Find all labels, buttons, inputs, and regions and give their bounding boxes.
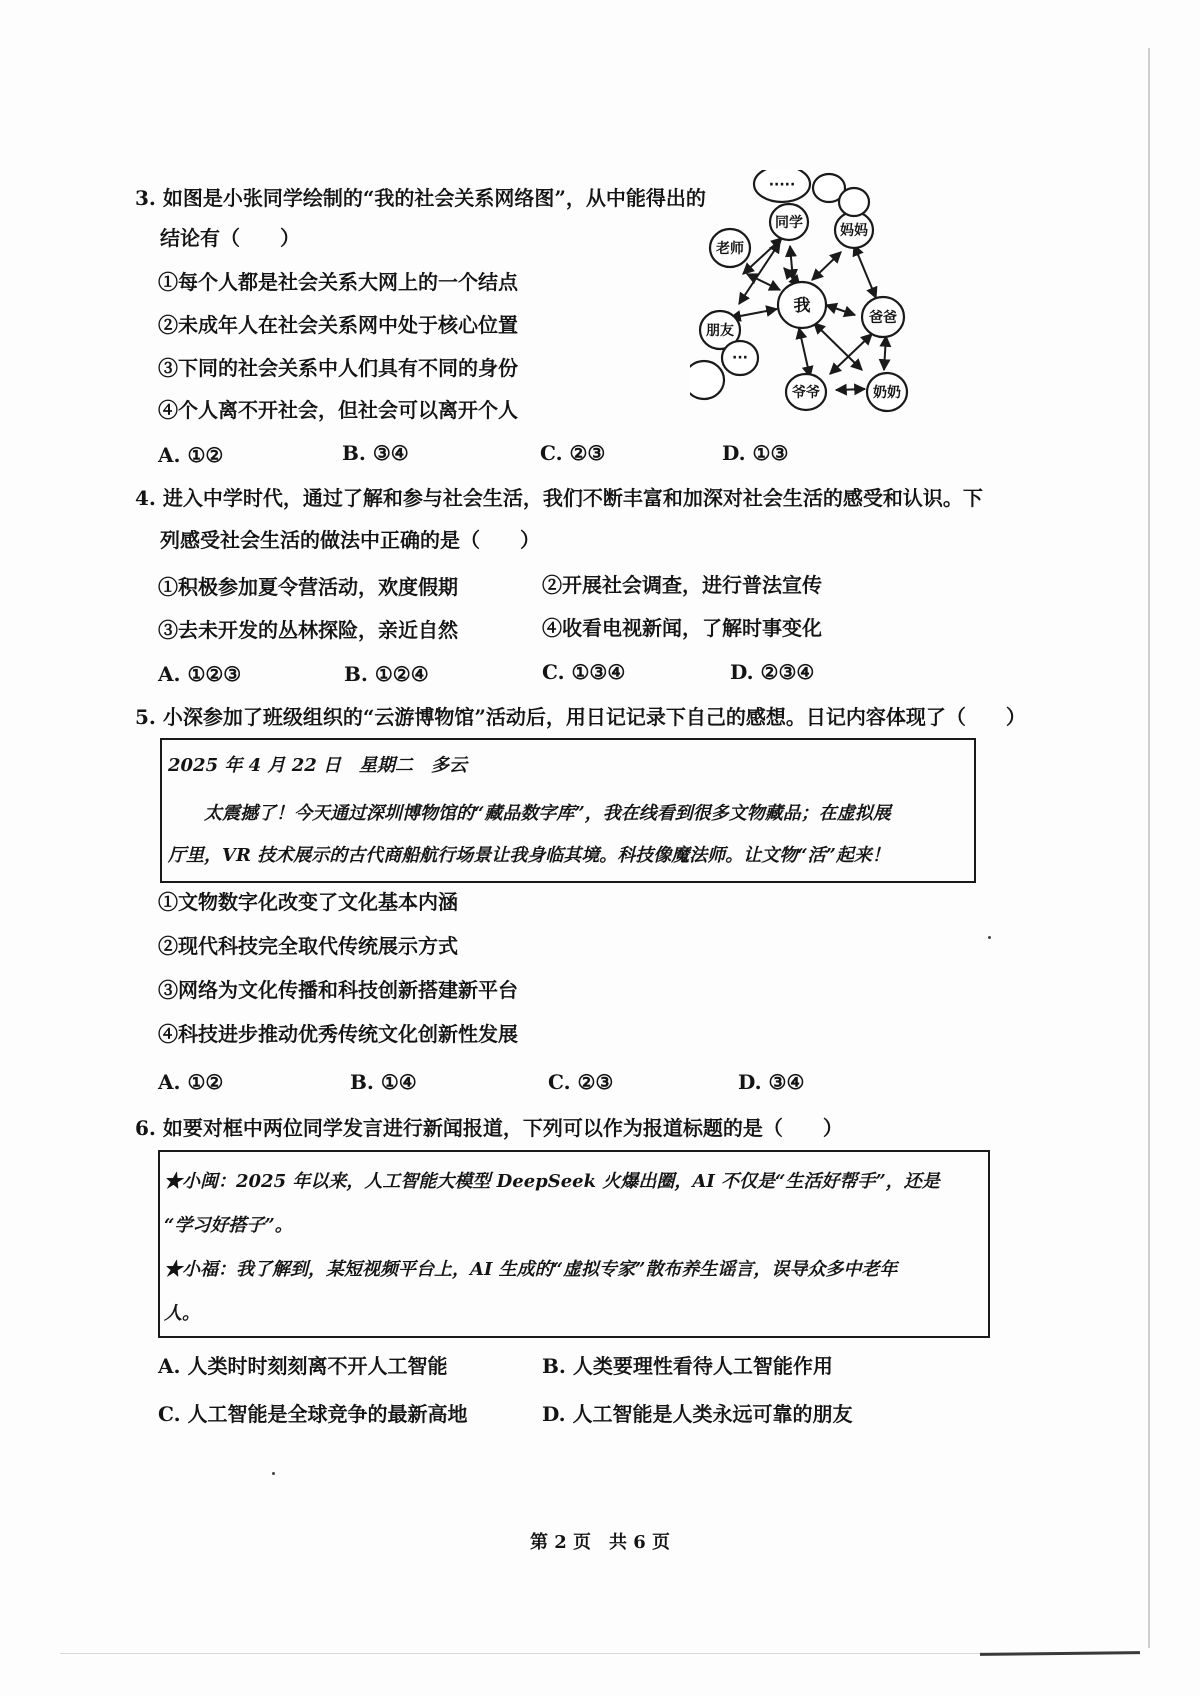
q5-diary-header: 2025 年 4 月 22 日 星期二 多云 [168, 755, 468, 776]
q5-option-c: C. ②③ [548, 1070, 614, 1094]
q5-diary-box [160, 738, 976, 883]
q5-item-3: ③网络为文化传播和科技创新搭建新平台 [158, 978, 518, 1002]
q3-stem-line1: 3. 如图是小张同学绘制的“我的社会关系网络图”，从中能得出的 [135, 186, 706, 210]
node-father: 爸爸 [869, 310, 897, 326]
q3-option-a: A. ①② [158, 443, 224, 467]
q3-item-1: ①每个人都是社会关系大网上的一个结点 [158, 270, 518, 294]
q4-stem-line1: 4. 进入中学时代，通过了解和参与社会生活，我们不断丰富和加深对社会生活的感受和认识。下 [135, 486, 983, 510]
q5-diary-line2: 厅里，VR 技术展示的古代商船航行场景让我身临其境。科技像魔法师。让文物“活”起来！ [168, 845, 890, 866]
q6-stem: 6. 如要对框中两位同学发言进行新闻报道，下列可以作为报道标题的是（ ） [135, 1116, 843, 1140]
q6-option-c: C. 人工智能是全球竞争的最新高地 [158, 1402, 468, 1426]
q6-quote-box [158, 1150, 990, 1338]
q6-box-line3: ★小福：我了解到，某短视频平台上，AI 生成的“虚拟专家”散布养生谣言，误导众多中老年 [164, 1259, 898, 1280]
q6-box-line1: ★小闽：2025 年以来，人工智能大模型 DeepSeek 火爆出圈，AI 不仅是“生活好帮手”，还是 [164, 1171, 940, 1192]
q4-option-c: C. ①③④ [542, 660, 626, 684]
q4-option-a: A. ①②③ [158, 662, 242, 686]
q3-option-b: B. ③④ [342, 441, 409, 465]
node-me: 我 [793, 296, 811, 316]
q6-box-line2: “学习好搭子”。 [164, 1215, 293, 1236]
q5-option-b: B. ①④ [350, 1070, 417, 1094]
q4-item-2: ②开展社会调查，进行普法宣传 [542, 573, 822, 597]
node-grandfather: 爷爷 [792, 385, 820, 401]
page-edge-shadow [980, 1651, 1140, 1656]
page-edge-bottom [60, 1653, 980, 1654]
q5-item-1: ①文物数字化改变了文化基本内涵 [158, 890, 458, 914]
q5-diary-line1: 太震撼了！今天通过深圳博物馆的“藏品数字库”，我在线看到很多文物藏品；在虚拟展 [204, 803, 891, 824]
q4-stem-line2: 列感受社会生活的做法中正确的是（ ） [160, 528, 540, 552]
node-ellipsis-top: ····· [768, 177, 796, 193]
q3-item-3: ③下同的社会关系中人们具有不同的身份 [158, 356, 518, 380]
scan-speck [272, 1472, 275, 1475]
q3-item-2: ②未成年人在社会关系网中处于核心位置 [158, 313, 518, 337]
node-ellipsis-left: ··· [732, 350, 748, 366]
q3-stem-line2: 结论有（ ） [160, 226, 300, 250]
q3-option-d: D. ①③ [722, 441, 789, 465]
node-friend: 朋友 [706, 323, 734, 339]
node-mother: 妈妈 [840, 223, 868, 239]
node-grandmother: 奶奶 [873, 385, 901, 401]
scan-speck [988, 936, 991, 939]
q5-item-2: ②现代科技完全取代传统展示方式 [158, 934, 458, 958]
q4-item-1: ①积极参加夏令营活动，欢度假期 [158, 575, 458, 599]
page-edge [1148, 48, 1150, 1648]
node-teacher: 老师 [716, 241, 744, 257]
q4-option-d: D. ②③④ [730, 660, 815, 684]
q6-option-b: B. 人类要理性看待人工智能作用 [542, 1354, 833, 1378]
q3-item-4: ④个人离不开社会，但社会可以离开个人 [158, 398, 518, 422]
social-network-diagram [690, 170, 940, 420]
q6-option-a: A. 人类时时刻刻离不开人工智能 [158, 1354, 448, 1378]
q6-option-d: D. 人工智能是人类永远可靠的朋友 [542, 1402, 853, 1426]
q4-option-b: B. ①②④ [344, 662, 429, 686]
q6-box-line4: 人。 [164, 1303, 200, 1324]
q3-option-c: C. ②③ [540, 441, 606, 465]
q5-option-d: D. ③④ [738, 1070, 805, 1094]
q5-stem: 5. 小深参加了班级组织的“云游博物馆”活动后，用日记记录下自己的感想。日记内容体现了（ ） [135, 705, 1026, 729]
q5-item-4: ④科技进步推动优秀传统文化创新性发展 [158, 1022, 518, 1046]
q4-item-4: ④收看电视新闻，了解时事变化 [542, 616, 822, 640]
page-number: 第 2 页 共 6 页 [529, 1532, 671, 1553]
q4-item-3: ③去未开发的丛林探险，亲近自然 [158, 618, 458, 642]
node-classmate: 同学 [775, 215, 803, 231]
q5-option-a: A. ①② [158, 1070, 224, 1094]
